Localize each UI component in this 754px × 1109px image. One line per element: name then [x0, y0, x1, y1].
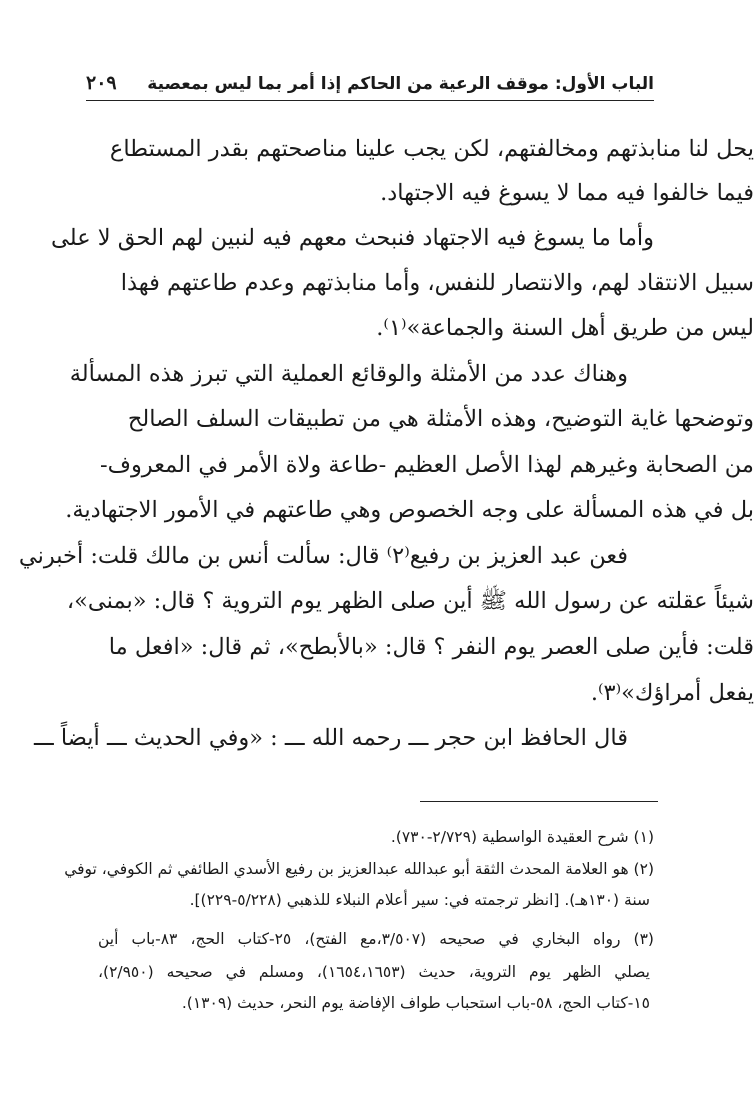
body-line: قال الحافظ ابن حجر ـــ رحمه الله ـــ : «وفي الحديث ـــ أيضاً ـــ [34, 725, 628, 751]
body-line: من الصحابة وغيرهم لهذا الأصل العظيم -طاعة ولاة الأمر في المعروف- [100, 452, 754, 478]
running-header [86, 70, 654, 98]
chapter-title: الباب الأول: موقف الرعية من الحاكم إذا أمر بما ليس بمعصية [147, 74, 654, 94]
footnote-line: يصلي الظهر يوم التروية، حديث (١٦٥٤،١٦٥٣)، ومسلم في صحيحه (٢/٩٥٠)، [98, 963, 650, 981]
body-line: فعن عبد العزيز بن رفيع⁽٢⁾ قال: سألت أنس بن مالك قلت: أخبرني [18, 543, 628, 569]
footnote-line: (١) شرح العقيدة الواسطية (٢/٧٢٩-٧٣٠). [390, 828, 654, 846]
header-rule [86, 100, 654, 101]
body-line: ليس من طريق أهل السنة والجماعة»⁽١⁾. [376, 315, 754, 341]
body-line: وأما ما يسوغ فيه الاجتهاد فنبحث معهم فيه لنبين لهم الحق لا على [51, 225, 654, 251]
footnote-line: ١٥-كتاب الحج، ٥٨-باب استحباب طواف الإفاضة يوم النحر، حديث (١٣٠٩). [181, 994, 650, 1012]
body-line: سبيل الانتقاد لهم، والانتصار للنفس، وأما منابذتهم وعدم طاعتهم فهذا [120, 270, 754, 296]
body-line: شيئاً عقلته عن رسول الله ﷺ أين صلى الظهر يوم التروية ؟ قال: «بمنى»، [66, 588, 754, 614]
footnote-line: (٣) رواه البخاري في صحيحه (٣/٥٠٧،مع الفتح)، ٢٥-كتاب الحج، ٨٣-باب أين [98, 930, 654, 948]
body-line: قلت: فأين صلى العصر يوم النفر ؟ قال: «بالأبطح»، ثم قال: «افعل ما [108, 634, 754, 660]
body-line: يحل لنا منابذتهم ومخالفتهم، لكن يجب علينا مناصحتهم بقدر المستطاع [109, 136, 754, 162]
body-line: يفعل أمراؤك»⁽٣⁾. [590, 680, 754, 706]
body-line: وهناك عدد من الأمثلة والوقائع العملية التي تبرز هذه المسألة [69, 361, 628, 387]
body-line: بل في هذه المسألة على وجه الخصوص وهي طاعتهم في الأمور الاجتهادية. [65, 497, 754, 523]
footnote-line: (٢) هو العلامة المحدث الثقة أبو عبدالله عبدالعزيز بن رفيع الأسدي الطائفي ثم الكوفي، توفي [64, 860, 654, 878]
body-line: فيما خالفوا فيه مما لا يسوغ فيه الاجتهاد. [380, 180, 754, 206]
page-number: ٢٠٩ [86, 72, 117, 94]
footnote-separator [420, 801, 658, 802]
body-line: وتوضحها غاية التوضيح، وهذه الأمثلة هي من تطبيقات السلف الصالح [127, 406, 754, 432]
footnote-line: سنة (١٣٠هـ). [انظر ترجمته في: سير أعلام النبلاء للذهبي (٥/٢٢٨-٢٢٩)]. [189, 891, 650, 909]
